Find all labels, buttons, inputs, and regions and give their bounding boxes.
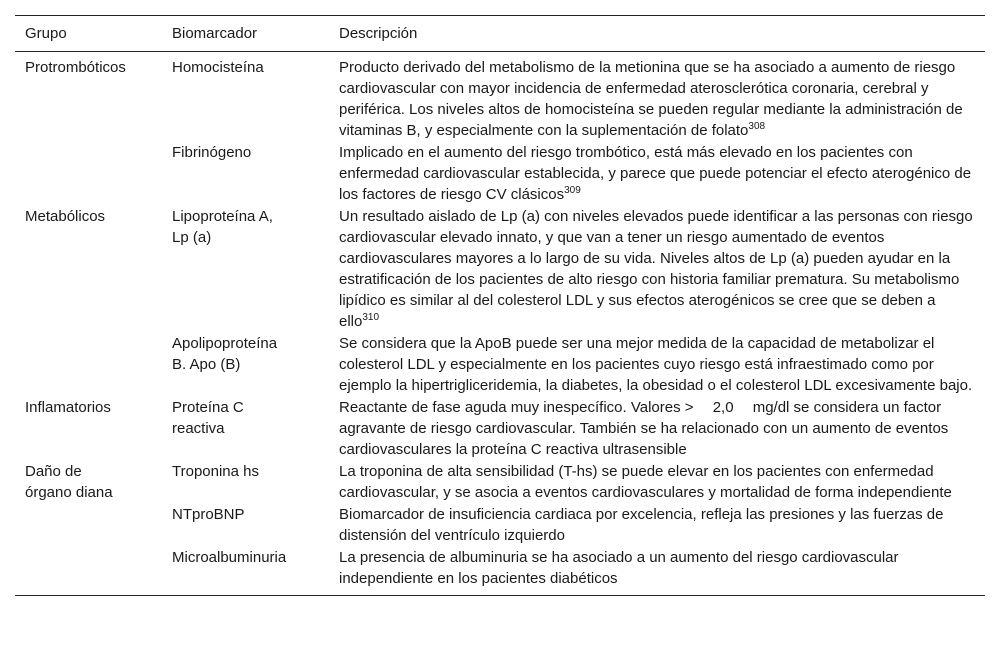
table-row — [15, 547, 985, 596]
table-row — [15, 52, 985, 143]
cell-group: Metabólicos — [25, 208, 106, 225]
table-row — [15, 504, 985, 547]
cell-description: Reactante de fase aguda muy inespecífico. Valores > 2,0 mg/dl se considera un factor agravante de riesgo cardiovascular. También se ha relacionado con un aumento de eventos cardiovasculares la proteína C reactiva ultrasensible — [339, 399, 949, 458]
cell-biomarker: Fibrinógeno — [172, 144, 252, 161]
cell-group — [15, 547, 162, 596]
group-line: Daño de — [25, 463, 82, 480]
cell-biomarker — [162, 333, 329, 397]
biomarker-line: Proteína C — [172, 399, 244, 416]
cell-group: Protrombóticos — [25, 59, 126, 76]
biomarker-line: Lp (a) — [172, 229, 212, 246]
cell-group — [15, 142, 162, 206]
description-text: Un resultado aislado de Lp (a) con niveles elevados puede identificar a las personas con riesgo cardiovascular elevado innato, y que van a tener un riesgo aumentado de eventos cardiovasculares mayores a lo largo de su vida. Niveles altos de Lp (a) pueden ayudar en la estratificación de los pacientes de alto riesgo con historia familiar prematura. Su metabolismo lipídico es similar al del colesterol LDL y sus efectos aterogénicos se cree que se deben a ello — [339, 208, 973, 330]
cell-description — [329, 206, 985, 333]
table-header — [15, 16, 985, 52]
description-text: Implicado en el aumento del riesgo trombótico, está más elevado en los pacientes con enfermedad cardiovascular establecida, y parece que puede potenciar el efecto aterogénico de los factores de riesgo CV clásicos — [339, 144, 972, 203]
group-line: órgano diana — [25, 484, 113, 501]
table-row — [15, 461, 985, 504]
header-row — [15, 16, 985, 52]
cell-group — [15, 333, 162, 397]
cell-biomarker — [162, 397, 329, 461]
cell-biomarker: Homocisteína — [172, 59, 264, 76]
biomarker-table — [15, 15, 985, 596]
cell-description — [329, 52, 985, 143]
table-row — [15, 333, 985, 397]
reference-superscript: 309 — [564, 185, 581, 196]
cell-biomarker: NTproBNP — [172, 506, 245, 523]
reference-superscript: 310 — [362, 312, 380, 323]
description-text: Producto derivado del metabolismo de la metionina que se ha asociado a aumento de riesgo cardiovascular con mayor incidencia de enfermedad aterosclerótica coronaria, cerebral y periférica. Los niveles altos de homocisteína se pueden regular mediante la administración de vitaminas B, y especialmente con la suplementación de folato — [339, 59, 963, 139]
cell-description: La troponina de alta sensibilidad (T-hs) se puede elevar en los pacientes con enfermedad cardiovascular, y se asocia a eventos cardiovasculares y mortalidad de forma independiente — [339, 463, 952, 501]
biomarker-line: Lipoproteína A, — [172, 208, 273, 225]
header-biomarker: Biomarcador — [172, 25, 258, 42]
cell-description: La presencia de albuminuria se ha asociado a un aumento del riesgo cardiovascular independiente en los pacientes diabéticos — [339, 549, 899, 587]
biomarker-line: reactiva — [172, 420, 225, 437]
cell-biomarker — [162, 206, 329, 333]
table-body — [15, 52, 985, 596]
cell-biomarker: Troponina hs — [172, 463, 259, 480]
biomarker-table-container — [15, 15, 985, 596]
reference-superscript: 308 — [748, 121, 766, 132]
table-row — [15, 206, 985, 333]
table-row — [15, 142, 985, 206]
cell-biomarker: Microalbuminuria — [172, 549, 287, 566]
cell-description: Se considera que la ApoB puede ser una mejor medida de la capacidad de metabolizar el colesterol LDL y especialmente en los pacientes cuyo riesgo está infraestimado como por ejemplo la hipertrigliceridemia, la diabetes, la obesidad o el colesterol LDL excesivamente bajo. — [339, 335, 973, 394]
header-group: Grupo — [25, 25, 67, 42]
biomarker-line: Apolipoproteína — [172, 335, 278, 352]
biomarker-line: B. Apo (B) — [172, 356, 241, 373]
header-description: Descripción — [339, 25, 418, 42]
cell-description: Biomarcador de insuficiencia cardiaca por excelencia, refleja las presiones y las fuerzas de distensión del ventrículo izquierdo — [339, 506, 944, 544]
cell-group — [15, 461, 162, 504]
table-row — [15, 397, 985, 461]
cell-description — [329, 142, 985, 206]
cell-group — [15, 504, 162, 547]
cell-group: Inflamatorios — [25, 399, 111, 416]
